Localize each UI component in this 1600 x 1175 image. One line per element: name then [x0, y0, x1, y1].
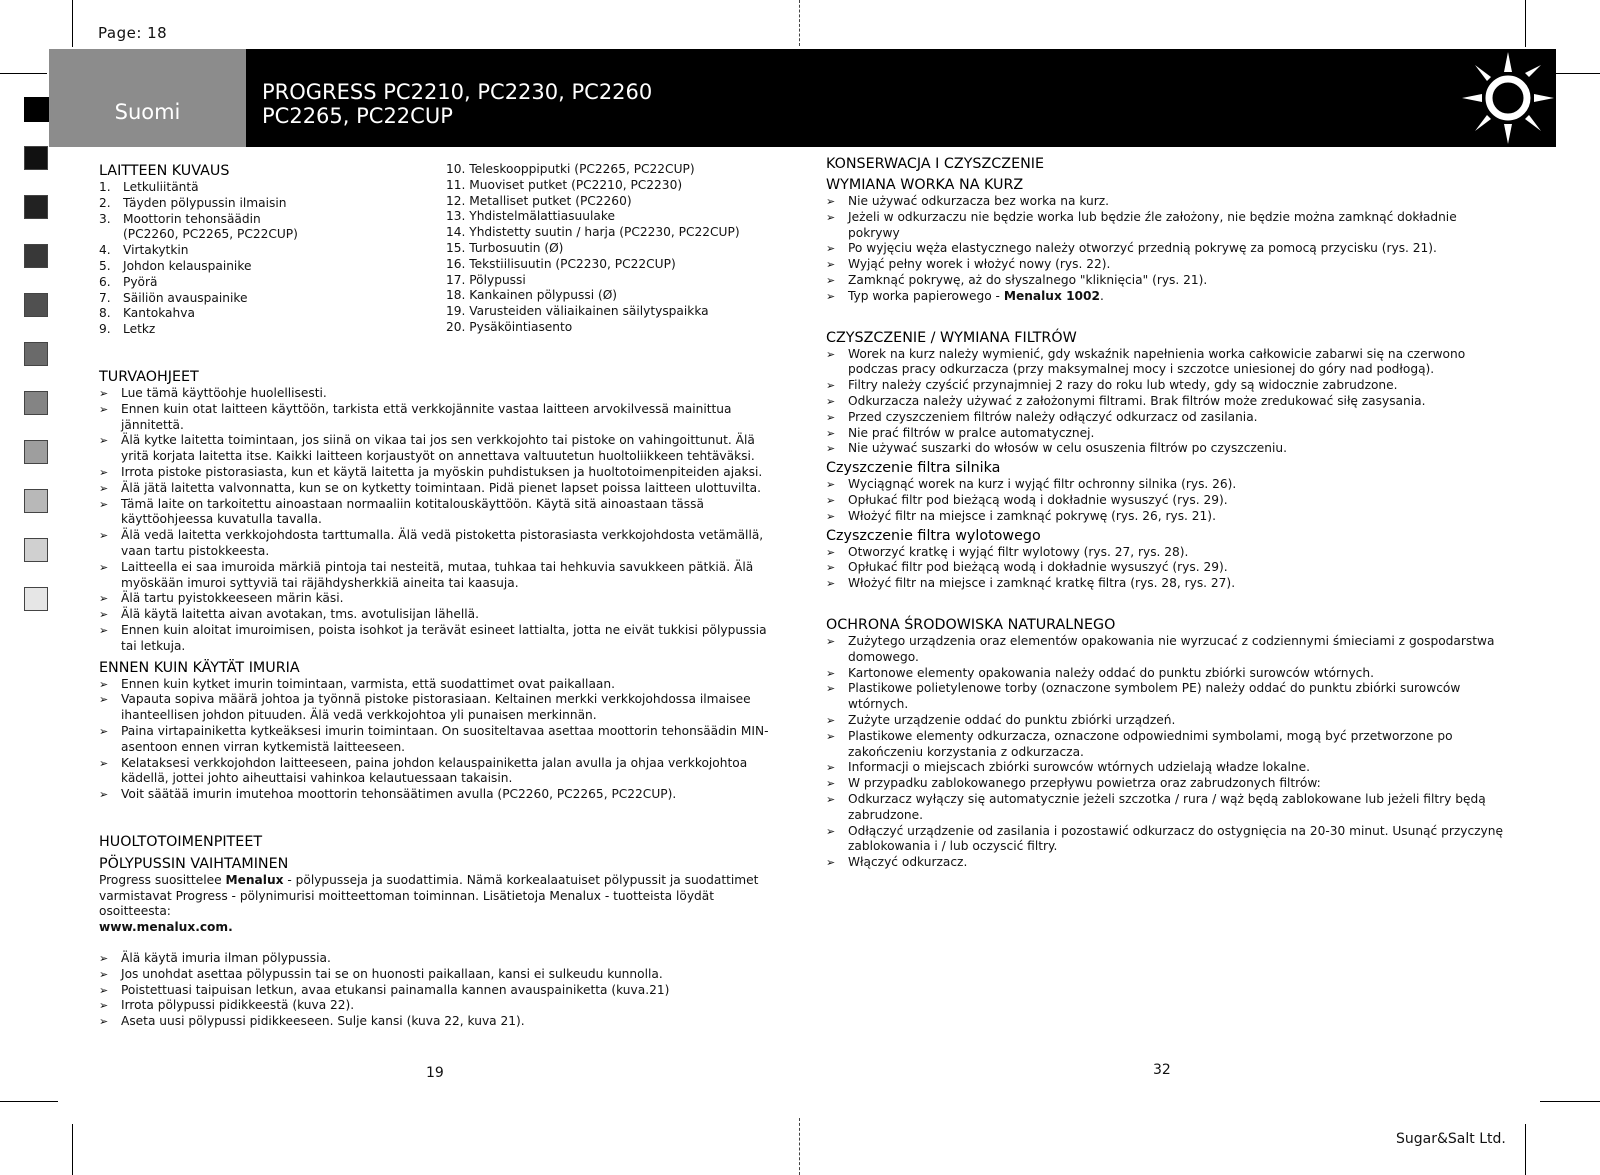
left-column-parts — [446, 162, 786, 336]
item-number: 4. — [99, 243, 111, 258]
section-title-wylot: Czyszczenie filtra wylotowego — [826, 527, 1041, 544]
list-item: ➢ Otworzyć kratkę i wyjąć filtr wylotowy (rys. 27, rys. 28). — [826, 545, 1506, 561]
color-swatch — [24, 587, 48, 611]
list-item: ➢ Odłączyć urządzenie od zasilania i pozostawić odkurzacz do ostygnięcia na 20-30 minut. Usunąć przyczynę zablokowania i / lub oczyscić filtry. — [826, 824, 1506, 856]
bag-type-text: Typ worka papierowego - — [848, 288, 1004, 303]
list-item: 14. Yhdistetty suutin / harja (PC2230, PC22CUP) — [446, 225, 740, 240]
color-swatch — [24, 195, 48, 219]
list-item: ➢ Älä kytke laitetta toimintaan, jos siinä on vikaa tai jos sen verkkojohto tai pistoke on vahingoittunut. Älä yritä korjata laitetta itse. Kaikki laitteen korjaustyöt on annettava valtuutetun huoltoliikkeen tehtäväksi. — [99, 433, 779, 465]
list-item: ➢ Voit säätää imurin imutehoa moottorin tehonsäätimen avulla (PC2260, PC2265, PC22CUP). — [99, 787, 779, 803]
item-number: 7. — [99, 290, 111, 305]
section-title-turva: TURVAOHJEET — [99, 368, 199, 385]
section-title-kuvaus: LAITTEEN KUVAUS — [99, 163, 230, 179]
list-item: ➢ Po wyjęciu węża elastycznego należy otworzyć przednią pokrywę za pomocą przycisku (rys. 21). — [826, 241, 1506, 257]
list-item: 13. Yhdistelmälattiasuulake — [446, 209, 615, 224]
item-number: 6. — [99, 274, 111, 289]
list-item: ➢ Ennen kuin otat laitteen käyttöön, tarkista että verkkojännite vastaa laitteen arvokilvessä mainittua jännitettä. — [99, 402, 779, 434]
right-column — [826, 155, 1506, 871]
dust-bag-intro — [99, 873, 779, 920]
product-title-line1: PROGRESS PC2210, PC2230, PC2260 — [262, 80, 653, 104]
item-text: Letkz — [123, 322, 156, 337]
bag-type-list — [826, 289, 1506, 305]
list-item: ➢ Zużytego urządzenia oraz elementów opakowania nie wyrzucać z codziennymi śmieciami z gospodarstwa domowego. — [826, 634, 1506, 666]
safety-list — [99, 386, 779, 655]
list-item: ➢ Irrota pölypussi pidikkeestä (kuva 22). — [99, 998, 779, 1014]
crop-mark — [1525, 0, 1526, 47]
page-number-right: 32 — [1153, 1062, 1171, 1078]
list-item: 12. Metalliset putket (PC2260) — [446, 193, 632, 208]
item-text: Täyden pölypussin ilmaisin — [123, 195, 287, 210]
list-item: ➢ Nie prać filtrów w pralce automatycznej. — [826, 426, 1506, 442]
list-item: ➢ Worek na kurz należy wymienić, gdy wskaźnik napełnienia worka całkowicie zabarwi się na czerwono podczas pracy odkurzacza (przy maksymalnej mocy i szczotce uniesionej do góry nad podłogą). — [826, 347, 1506, 379]
list-item: ➢ Älä vedä laitetta verkkojohdosta tarttumalla. Älä vedä pistoketta pistorasiasta verkkojohdosta vetämällä, vaan tartu pistokkeesta. — [99, 528, 779, 560]
crop-mark — [1540, 1101, 1600, 1102]
item-number: 1. — [99, 180, 111, 194]
crop-mark — [1553, 73, 1600, 74]
bag-replace-list — [826, 194, 1506, 289]
item-text: Pyörä — [123, 274, 158, 289]
motor-filter-list — [826, 477, 1506, 524]
list-item: ➢ Wyjąć pełny worek i włożyć nowy (rys. 22). — [826, 257, 1506, 273]
list-item: ➢ Älä tartu pyistokkeeseen märin käsi. — [99, 591, 779, 607]
list-item: ➢ Ennen kuin kytket imurin toimintaan, varmista, että suodattimet ovat paikallaan. — [99, 677, 779, 693]
item-number: 9. — [99, 322, 111, 337]
crop-mark — [72, 0, 73, 47]
list-item: ➢ Włożyć filtr na miejsce i zamknąć pokrywę (rys. 26, rys. 21). — [826, 509, 1506, 525]
list-item: ➢ Plastikowe elementy odkurzacza, oznaczone odpowiednimi symbolami, mogą być przetworzone po zakończeniu korzystania z odkurzacza. — [826, 729, 1506, 761]
list-item: ➢ Odkurzacz wyłączy się automatycznie jeżeli szczotka / rura / wąż będą zablokowane lub jeżeli filtry będą zabrudzone. — [826, 792, 1506, 824]
item-text: Moottorin tehonsäädin — [123, 211, 261, 226]
brand-name: Menalux — [225, 872, 284, 887]
page-label: Page: 18 — [98, 24, 168, 42]
item-text: Johdon kelauspainike — [123, 258, 252, 273]
list-item: ➢ Aseta uusi pölypussi pidikkeeseen. Sulje kansi (kuva 22, kuva 21). — [99, 1014, 779, 1030]
list-item: ➢ Zużyte urządzenie oddać do punktu zbiórki urządzeń. — [826, 713, 1506, 729]
list-item: 20. Pysäköintiasento — [446, 319, 573, 334]
list-item: ➢ Zamknąć pokrywę, aż do słyszalnego "kliknięcia" (rys. 21). — [826, 273, 1506, 289]
list-item: ➢ Opłukać filtr pod bieżącą wodą i dokładnie wysuszyć (rys. 29). — [826, 560, 1506, 576]
list-item: ➢ Wyciągnąć worek na kurz i wyjąć filtr ochronny silnika (rys. 26). — [826, 477, 1506, 493]
list-item: 18. Kankainen pölypussi (Ø) — [446, 288, 618, 303]
url-text: www.menalux.com. — [99, 920, 233, 935]
list-item: ➢ Ennen kuin aloitat imuroimisen, poista isohkot ja terävät esineet lattialta, jotta ne eivät tukkisi pölypussia tai letkuja. — [99, 623, 779, 655]
section-title-poly: PÖLYPUSSIN VAIHTAMINEN — [99, 855, 289, 872]
list-item: ➢ Vapauta sopiva määrä johtoa ja työnnä pistoke pistorasiaan. Keltainen merkki verkkojohdossa ilmaisee ihanteellisen johdon pituuden. Älä vedä verkkojohtoa yli punaisen merkinnän. — [99, 692, 779, 724]
center-fold-mark — [799, 1118, 800, 1175]
bag-type-text: . — [1100, 288, 1104, 303]
header-language-panel — [49, 49, 246, 147]
color-swatch — [24, 489, 48, 513]
item-number: 5. — [99, 258, 111, 273]
item-text: Säiliön avauspainike — [123, 290, 248, 305]
list-item: ➢ Informacji o miejscach zbiórki surowców wtórnych udzielają władze lokalne. — [826, 760, 1506, 776]
list-item: 19. Varusteiden väliaikainen säilytyspaikka — [446, 304, 709, 319]
section-title-silnik: Czyszczenie filtra silnika — [826, 460, 1001, 477]
intro-text: Progress suosittelee — [99, 872, 226, 887]
list-item: ➢ Opłukać filtr pod bieżącą wodą i dokładnie wysuszyć (rys. 29). — [826, 493, 1506, 509]
section-title-ennen: ENNEN KUIN KÄYTÄT IMURIA — [99, 659, 300, 676]
list-item: ➢ Filtry należy czyścić przynajmniej 2 razy do roku lub wtedy, gdy są widocznie zabrudzone. — [826, 378, 1506, 394]
product-title-line2: PC2265, PC22CUP — [262, 104, 453, 128]
section-title-ochrona: OCHRONA ŚRODOWISKA NATURALNEGO — [826, 616, 1116, 633]
before-use-list — [99, 677, 779, 803]
crop-mark — [1525, 1124, 1526, 1175]
filter-list — [826, 347, 1506, 458]
list-item: ➢ Paina virtapainiketta kytkeäksesi imurin toimintaan. On suositeltavaa asettaa moottorin tehonsäädin MIN-asentoon ennen virran kytkemistä laitteeseen. — [99, 724, 779, 756]
company-name: Sugar&Salt Ltd. — [1396, 1131, 1506, 1147]
list-item: ➢ Przed czyszczeniem filtrów należy odłączyć odkurzacz od zasilania. — [826, 410, 1506, 426]
color-swatch — [24, 342, 48, 366]
list-item: ➢ Włożyć filtr na miejsce i zamknąć kratkę filtra (rys. 28, rys. 27). — [826, 576, 1506, 592]
list-item: ➢ Kelataksesi verkkojohdon laitteeseen, paina johdon kelauspainiketta jalan avulla ja ohjaa verkkojohtoa kädellä, jottei johto aiheuttaisi vahinkoa kelautuessaan takaisin. — [99, 756, 779, 788]
section-title-filtr: CZYSZCZENIE / WYMIANA FILTRÓW — [826, 329, 1077, 346]
color-swatch — [24, 440, 48, 464]
list-item — [826, 289, 1506, 305]
crop-mark — [0, 73, 47, 74]
list-item: ➢ Älä käytä laitetta aivan avotakan, tms. avotulisijan lähellä. — [99, 607, 779, 623]
list-item: ➢ Nie używać odkurzacza bez worka na kurz. — [826, 194, 1506, 210]
color-swatch — [24, 293, 48, 317]
color-swatch — [24, 244, 48, 268]
list-item: ➢ Älä jätä laitetta valvonnatta, kun se on kytketty toimintaan. Pidä pienet lapset poissa laitteen ulottuvilta. — [99, 481, 779, 497]
list-item: ➢ Jeżeli w odkurzaczu nie będzie worka lub będzie źle założony, nie będzie można zamknąć dokładnie pokrywy — [826, 210, 1506, 242]
item-text: Letkuliitäntä — [123, 180, 199, 194]
intro-text: - pölypusseja ja suodattimia. Nämä korkealaatuiset pölypussit ja suodattimet varmistavat Progress - pölynimurisi moitteettoman toiminnan. Lisätietoja Menalux - tuotteista löydät osoitteesta: — [99, 872, 759, 919]
sun-logo-icon — [1460, 50, 1556, 146]
item-text: (PC2260, PC2265, PC22CUP) — [123, 227, 298, 242]
list-item: ➢ Plastikowe polietylenowe torby (oznaczone symbolem PE) należy oddać do punktu zbiórki surowców wtórnych. — [826, 681, 1506, 713]
item-text: Kantokahva — [123, 306, 195, 321]
list-item: 10. Teleskooppiputki (PC2265, PC22CUP) — [446, 162, 695, 176]
list-item: ➢ Poistettuasi taipuisan letkun, avaa etukansi painamalla kannen avauspainiketta (kuva.21) — [99, 983, 779, 999]
list-item: ➢ Laitteella ei saa imuroida märkiä pintoja tai nesteitä, mutaa, tuhkaa tai hehkuvia savukkeen pätkiä. Älä myöskään imuroi syttyviä tai räjähdysherkkiä aineita tai kaasuja. — [99, 560, 779, 592]
section-title-huolto: HUOLTOTOIMENPITEET — [99, 833, 263, 850]
color-swatch — [24, 391, 48, 415]
list-item: ➢ Tämä laite on tarkoitettu ainoastaan normaaliin kotitalouskäyttöön. Käytä sitä ainoastaan tässä käyttöohjeessa kuvatulla tavalla. — [99, 497, 779, 529]
item-number: 3. — [99, 211, 111, 226]
list-item: ➢ Jos unohdat asettaa pölypussin tai se on huonosti paikallaan, kansi ei sulkeudu kunnolla. — [99, 967, 779, 983]
list-item: ➢ W przypadku zablokowanego przepływu powietrza oraz zabrudzonych filtrów: — [826, 776, 1506, 792]
language-label: Suomi — [114, 100, 181, 124]
parts-list-2 — [446, 162, 786, 336]
list-item: ➢ Odkurzacza należy używać z założonymi filtrami. Brak filtrów może zredukować siłę zasysania. — [826, 394, 1506, 410]
item-number: 8. — [99, 306, 111, 321]
item-text: Virtakytkin — [123, 243, 189, 258]
crop-mark — [0, 1101, 58, 1102]
list-item: 15. Turbosuutin (Ø) — [446, 240, 564, 255]
dust-bag-list — [99, 951, 779, 1030]
registration-bar — [24, 97, 49, 122]
list-item: ➢ Nie używać suszarki do włosów w celu osuszenia filtrów po czyszczeniu. — [826, 441, 1506, 457]
item-number: 2. — [99, 195, 111, 210]
list-item: 11. Muoviset putket (PC2210, PC2230) — [446, 177, 683, 192]
center-fold-mark — [799, 0, 800, 46]
environment-list — [826, 634, 1506, 871]
section-title-worek: WYMIANA WORKA NA KURZ — [826, 177, 1024, 193]
list-item: ➢ Lue tämä käyttöohje huolellisesti. — [99, 386, 779, 402]
color-swatch — [24, 146, 48, 170]
list-item: ➢ Älä käytä imuria ilman pölypussia. — [99, 951, 779, 967]
section-title-konserwacja: KONSERWACJA I CZYSZCZENIE — [826, 156, 1045, 172]
color-swatch — [24, 538, 48, 562]
page-number-left: 19 — [426, 1065, 444, 1081]
list-item: ➢ Kartonowe elementy opakowania należy oddać do punktu zbiórki surowców wtórnych. — [826, 666, 1506, 682]
list-item: ➢ Włączyć odkurzacz. — [826, 855, 1506, 871]
exhaust-filter-list — [826, 545, 1506, 592]
menalux-url — [99, 920, 779, 936]
list-item: 17. Pölypussi — [446, 272, 526, 287]
list-item: ➢ Irrota pistoke pistorasiasta, kun et käytä laitetta ja myöskin puhdistuksen ja huoltotoimenpiteiden ajaksi. — [99, 465, 779, 481]
brand-name: Menalux 1002 — [1003, 288, 1101, 303]
list-item: 16. Tekstiilisuutin (PC2230, PC22CUP) — [446, 256, 676, 271]
crop-mark — [72, 1124, 73, 1175]
